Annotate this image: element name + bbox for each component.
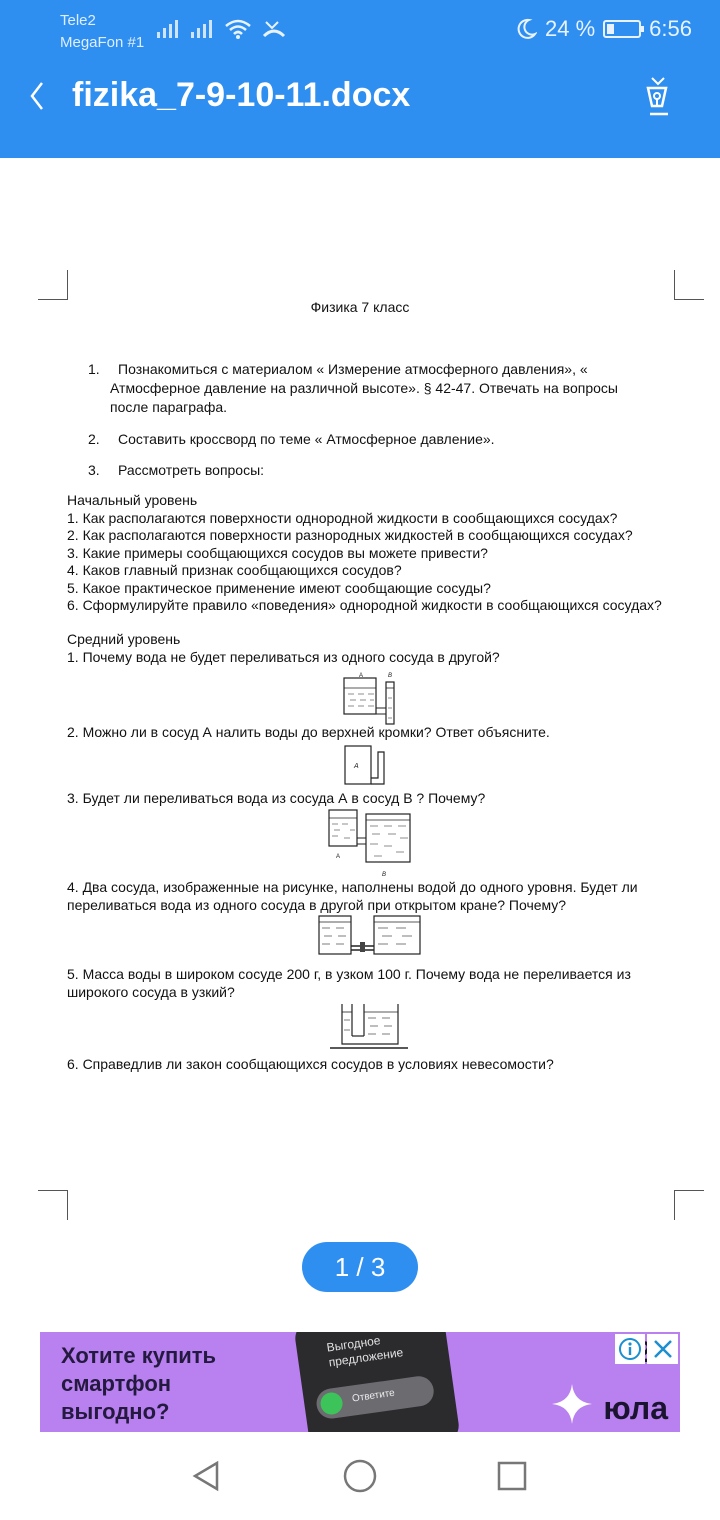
ad-banner[interactable] [40, 1332, 680, 1432]
ad-close-button[interactable] [647, 1334, 678, 1364]
fig2-label-a: А [354, 763, 359, 770]
question: 4. Каков главный признак сообщающихся сосудов? [67, 562, 402, 578]
ad-brand: юла [603, 1390, 668, 1426]
task-text: Составить кроссворд по теме « Атмосферное давление». [118, 431, 495, 447]
system-nav-bar [0, 1432, 720, 1520]
question: 5. Масса воды в широком сосуде 200 г, в узком 100 г. Почему вода не переливается из широкого сосуда в узкий? [67, 966, 631, 1000]
task-number: 2. [88, 431, 100, 447]
clock: 6:56 [649, 16, 692, 41]
battery-icon [603, 20, 641, 38]
battery-level [607, 24, 614, 34]
figure-vessels-2 [344, 744, 396, 788]
figure-vessels-3 [326, 808, 414, 880]
margin-mark-top-right [674, 270, 704, 300]
ad-info-button[interactable] [615, 1334, 645, 1364]
carrier-1: Tele2 [60, 12, 96, 29]
signal-1-icon [156, 18, 180, 40]
figure-narrow-wide-vessels [328, 1000, 410, 1052]
question: 1. Почему вода не будет переливаться из одного сосуда в другой? [67, 648, 500, 665]
wifi-icon [224, 18, 252, 40]
status-right [517, 16, 692, 42]
level-middle [67, 631, 677, 666]
task-number: 3. [88, 462, 100, 478]
pen-edit-icon [638, 74, 676, 120]
task-number: 1. [88, 361, 100, 377]
fig1-label-a: А [359, 673, 364, 679]
ad-headline: Хотите купить смартфон выгодно? [61, 1343, 217, 1424]
carrier-info [60, 10, 144, 54]
close-icon [652, 1338, 674, 1360]
question: 4. Два сосуда, изображенные на рисунке, наполнены водой до одного уровня. Будет ли переливаться вода из одного сосуда в другой при открытом кране? Почему? [67, 879, 638, 913]
fig1-label-b: В [388, 673, 393, 679]
phone-icon [319, 1391, 344, 1416]
nav-back-button[interactable] [186, 1456, 226, 1496]
question: 2. Можно ли в сосуд А налить воды до верхней кромки? Ответ объясните. [67, 724, 550, 740]
margin-mark-bottom-right [674, 1190, 704, 1220]
task-item [88, 461, 658, 480]
nav-recents-button[interactable] [492, 1456, 532, 1496]
ad-call-text: Ответите [351, 1387, 396, 1405]
margin-mark-top-left [38, 270, 68, 300]
info-icon [618, 1337, 642, 1361]
back-button[interactable] [22, 76, 52, 116]
top-bar [0, 0, 720, 158]
circle-home-icon [342, 1458, 378, 1494]
nav-home-button[interactable] [340, 1456, 380, 1496]
doc-heading: Физика 7 класс [310, 299, 410, 315]
battery-percent: 24 % [545, 16, 596, 41]
level-basic [67, 492, 677, 615]
question: 5. Какое практическое применение имеют сообщающие сосуды? [67, 579, 491, 596]
missed-call-icon [262, 18, 286, 40]
moon-icon [517, 18, 537, 40]
question: 6. Сформулируйте правило «поведения» однородной жидкости в сообщающихся сосудах? [67, 597, 662, 613]
task-item [88, 430, 658, 449]
sparkle-icon [550, 1382, 594, 1426]
triangle-back-icon [189, 1459, 223, 1493]
status-icons [156, 18, 286, 40]
question: 1. Как располагаются поверхности однородной жидкости в сообщающихся сосудах? [67, 509, 618, 526]
ad-phone-image [293, 1332, 461, 1432]
level-heading: Средний уровень [67, 631, 181, 647]
ad-call-pill [315, 1374, 436, 1420]
task-text: Познакомиться с материалом « Измерение атмосферного давления», « Атмосферное давление на различной высоте». § 42-47. Отвечать на вопросы после параграфа. [110, 361, 618, 415]
ad-phone-text: Выгодное предложение [325, 1333, 405, 1370]
carrier-2: MegaFon #1 [60, 34, 145, 51]
task-text: Рассмотреть вопросы: [118, 462, 265, 478]
signal-2-icon [190, 18, 214, 40]
fig3-label-b: В [382, 872, 387, 878]
chevron-left-icon [29, 81, 45, 111]
edit-button[interactable] [638, 74, 676, 120]
question: 2. Как располагаются поверхности разнородных жидкостей в сообщающихся сосудах? [67, 527, 633, 543]
question: 3. Какие примеры сообщающихся сосудов вы можете привести? [67, 544, 488, 561]
document-page[interactable] [0, 158, 720, 1332]
level-heading: Начальный уровень [67, 492, 198, 508]
task-item [88, 360, 658, 417]
figure-vessels-with-valve [316, 914, 424, 958]
fig3-label-a: А [336, 854, 341, 860]
question: 6. Справедлив ли закон сообщающихся сосудов в условиях невесомости? [67, 1056, 554, 1072]
question: 3. Будет ли переливаться вода из сосуда А в сосуд В ? Почему? [67, 790, 486, 806]
figure-vessels-1 [342, 670, 400, 728]
margin-mark-bottom-left [38, 1190, 68, 1220]
page-indicator: 1 / 3 [302, 1242, 418, 1292]
square-recents-icon [496, 1460, 528, 1492]
document-title: fizika_7-9-10-11.docx [72, 76, 411, 114]
